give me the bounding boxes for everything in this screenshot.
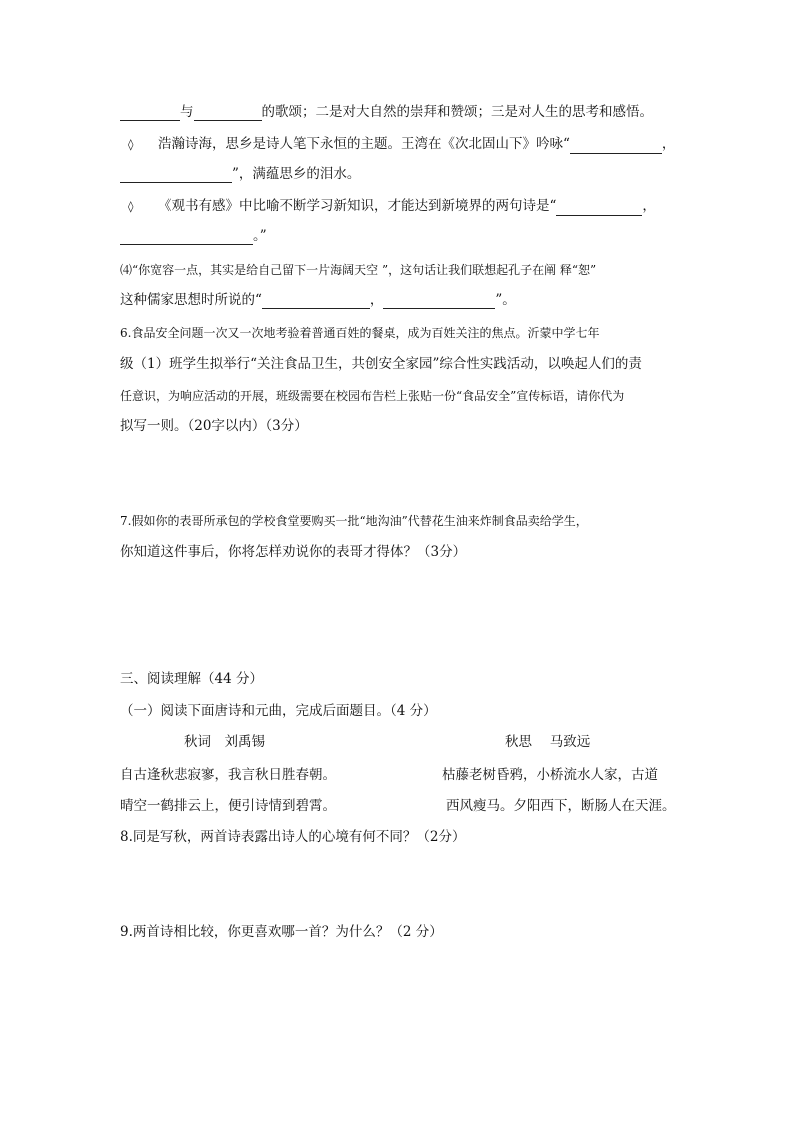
answer-blank[interactable] — [120, 168, 232, 183]
q5-item4-end: ”。 — [495, 292, 516, 308]
section3-sub1: （一）阅读下面唐诗和元曲，完成后面题目。（4 分） — [120, 703, 437, 719]
q6-line2: 级（1）班学生拟举行“关注食品卫生，共创安全家园”综合性实践活动，以唤起人们的责 — [120, 356, 642, 372]
q6-line3: 任意识，为响应活动的开展，班级需要在校园布告栏上张贴一份“食品安全”宣传标语，请你代为 — [120, 389, 625, 403]
q5-item3-end: 。” — [253, 228, 267, 244]
answer-blank[interactable] — [556, 201, 642, 216]
answer-blank[interactable] — [120, 230, 253, 245]
answer-blank[interactable] — [262, 294, 370, 309]
q6-line1: 6.食品安全问题一次又一次地考验着普通百姓的餐桌，成为百姓关注的焦点。沂蒙中学七年 — [120, 326, 600, 340]
answer-blank[interactable] — [383, 294, 495, 309]
q8-text: 8.同是写秋，两首诗表露出诗人的心境有何不同？（2分） — [120, 829, 466, 845]
q5-item2-text: 浩瀚诗海，思乡是诗人笔下永恒的主题。王湾在《次北固山下》吟咏“ — [158, 136, 570, 152]
poem2-line1: 枯藤老树昏鸦，小桥流水人家，古道 — [442, 767, 658, 783]
q5-line1-mid: 与 — [180, 104, 194, 120]
q5-item2-end: ”，满蕴思乡的泪水。 — [232, 166, 361, 182]
q5-item4-line2 — [120, 291, 516, 309]
poem2-line2: 西风瘦马。夕阳西下，断肠人在天涯。 — [446, 798, 676, 814]
q5-item3-text: 《观书有感》中比喻不断学习新知识，才能达到新境界的两句诗是“ — [158, 198, 557, 214]
q7-line2: 你知道这件事后，你将怎样劝说你的表哥才得体？（3分） — [120, 544, 467, 560]
q5-item2-comma: ， — [661, 136, 676, 152]
q5-item3-comma: ， — [642, 198, 656, 214]
q5-item3-line2 — [120, 227, 267, 245]
answer-blank[interactable] — [194, 106, 262, 121]
poem1-title: 秋词 刘禹锡 — [184, 734, 265, 750]
diamond-bullet-icon: ◊ — [128, 138, 134, 151]
answer-blank[interactable] — [570, 139, 662, 154]
q9-text: 9.两首诗相比较，你更喜欢哪一首？为什么？（2 分） — [120, 924, 443, 940]
q5-item4-head: 这种儒家思想时所说的“ — [120, 292, 262, 308]
poem2-title: 秋思 马致远 — [505, 734, 591, 750]
poem1-line2: 晴空一鹤排云上，便引诗情到碧霄。 — [120, 798, 336, 814]
poem1-line1: 自古逢秋悲寂寥，我言秋日胜春朝。 — [120, 767, 336, 783]
q5-item3-line1 — [128, 197, 656, 216]
section3-heading: 三、阅读理解（44 分） — [120, 671, 263, 687]
q5-line1 — [120, 103, 653, 121]
diamond-bullet-icon: ◊ — [128, 200, 134, 213]
q7-line1: 7.假如你的表哥所承包的学校食堂要购买一批“地沟油”代替花生油来炸制食品卖给学生， — [120, 514, 588, 528]
q5-item2-line1 — [128, 135, 675, 154]
q6-line4: 拟写一则。（20字以内）（3分） — [120, 418, 308, 434]
q5-item4-comma: ， — [369, 292, 384, 308]
answer-blank[interactable] — [120, 106, 180, 121]
q5-line1-tail: 的歌颂；二是对大自然的崇拜和赞颂；三是对人生的思考和感悟。 — [261, 104, 653, 120]
q5-item2-line2 — [120, 165, 360, 183]
q5-item4-line1: ⑷“你宽容一点，其实是给自己留下一片海阔天空 ”，这句话让我们联想起孔子在阐 释“恕” — [120, 263, 597, 277]
